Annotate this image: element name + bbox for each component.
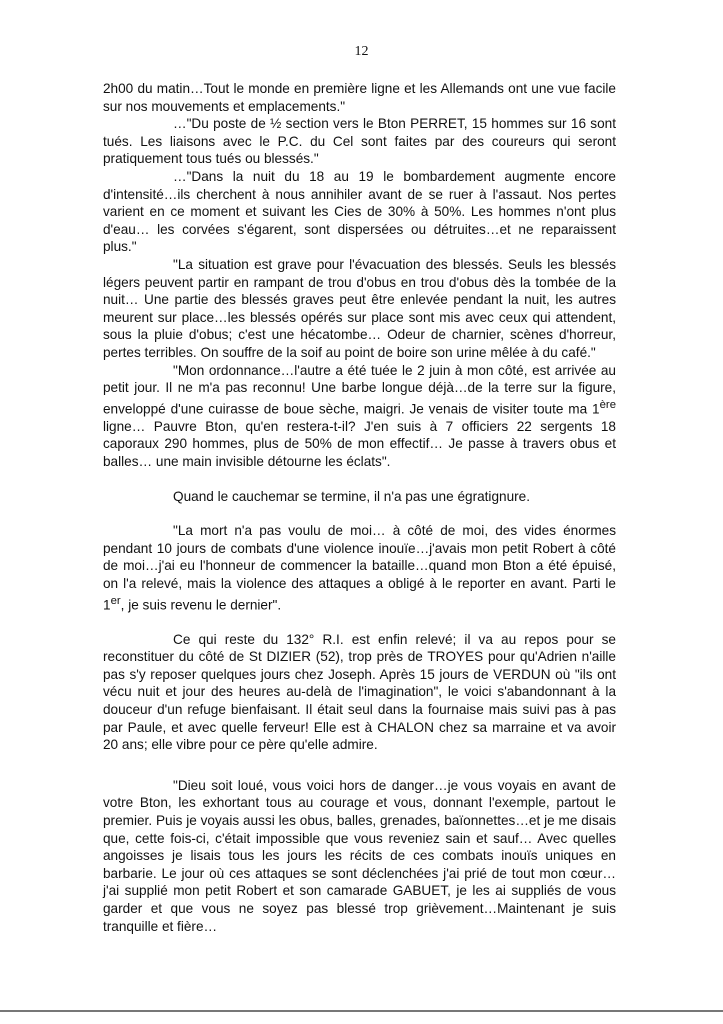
paragraph-5 — [103, 362, 616, 471]
paragraph-5-text-end: ligne… Pauvre Bton, qu'en restera-t-il? J'en suis à 7 officiers 22 sergents 18 caporaux 290 hommes, plus de 50% de mon effectif… Je passe à travers obus et balles… une main invisible détourne les éclats". — [103, 418, 616, 469]
paragraph-8: Ce qui reste du 132° R.I. est enfin relevé; il va au repos pour se reconstituer du côté de St DIZIER (52), trop près de TROYES pour qu'Adrien n'aille pas s'y reposer quelques jours chez Joseph. Après 15 jours de VERDUN où "ils ont vécu nuit et jour des heures au-delà de l'imagination", le voici s'abandonnant à la douceur d'un refuge bienfaisant. Il était seul dans la fournaise mais suivi pas à pas par Paule, et avec quelle ferveur! Elle est à CHALON chez sa marraine et va avoir 20 ans; elle vibre pour ce père qu'elle admire. — [103, 631, 616, 753]
superscript-er: er — [110, 594, 121, 607]
scan-edge-line — [0, 1010, 723, 1012]
paragraph-3: …"Dans la nuit du 18 au 19 le bombardement augmente encore d'intensité…ils cherchent à nous annihiler avant de se ruer à l'assaut. Nos pertes varient en ce moment et suivant les Cies de 30% à 50%. Les hommes n'ont plus d'eau… les corvées s'égarent, sont dispersées ou détruites…et ne reparaissent plus." — [103, 168, 616, 255]
paragraph-7-text: "La mort n'a pas voulu de moi… à côté de moi, des vides énormes pendant 10 jours de combats d'une violence inouïe…j'avais mon petit Robert à côté de moi…j'ai eu l'honneur de commencer la bataille…quand mon Bton a été épuisé, on l'a relevé, mais la violence des attaques a obligé à le reporter en avant. Parti le 1 — [103, 523, 616, 613]
text-body — [103, 80, 616, 935]
paragraph-7-text-end: , je suis revenu le dernier". — [120, 597, 282, 613]
superscript-ere: ère — [599, 398, 616, 411]
page-number: 12 — [354, 44, 369, 59]
paragraph-1: 2h00 du matin…Tout le monde en première ligne et les Allemands ont une vue facile sur nos mouvements et emplacements." — [103, 81, 616, 114]
paragraph-6: Quand le cauchemar se termine, il n'a pas une égratignure. — [173, 488, 530, 504]
paragraph-9: "Dieu soit loué, vous voici hors de danger…je vous voyais en avant de votre Bton, les exhortant tous au courage et vous, donnant l'exemple, partout le premier. Puis je voyais aussi les obus, balles, grenades, baïonnettes…et je me disais que, cette fois-ci, c'était impossible que vous reveniez sain et sauf… Avec quelles angoisses je lisais tous les jours les récits de ces combats inouïs uniques en barbarie. Le jour où ces attaques se sont déclenchées j'ai prié de tout mon cœur… j'ai supplié mon petit Robert et son camarade GABUET, je les ai suppliés de vous garder et que vous ne soyez pas blessé trop grièvement…Maintenant je suis tranquille et fière… — [103, 777, 616, 934]
paragraph-4: "La situation est grave pour l'évacuation des blessés. Seuls les blessés légers peuvent partir en rampant de trou d'obus en trou d'obus dès la tombée de la nuit… Une partie des blessés graves peut être enlevée pendant la nuit, les autres meurent sur place…les blessés opérés sur place sont mis avec ceux qui attendent, sous la pluie d'obus; c'est une hécatombe… Odeur de charnier, scènes d'horreur, pertes terribles. On souffre de la soif au point de boire son urine mêlée à du café." — [103, 256, 616, 360]
paragraph-2: …"Du poste de ½ section vers le Bton PERRET, 15 hommes sur 16 sont tués. Les liaisons avec le P.C. du Cel sont faites par des coureurs qui seront pratiquement tous tués ou blessés." — [103, 116, 616, 167]
paragraph-5-text: "Mon ordonnance…l'autre a été tuée le 2 juin à mon côté, est arrivée au petit jour. Il ne m'a pas reconnu! Une barbe longue déjà…de la terre sur la figure, enveloppé d'une cuirasse de boue sèche, maigri. Je venais de visiter toute ma 1 — [103, 362, 616, 417]
paragraph-7 — [103, 522, 616, 614]
